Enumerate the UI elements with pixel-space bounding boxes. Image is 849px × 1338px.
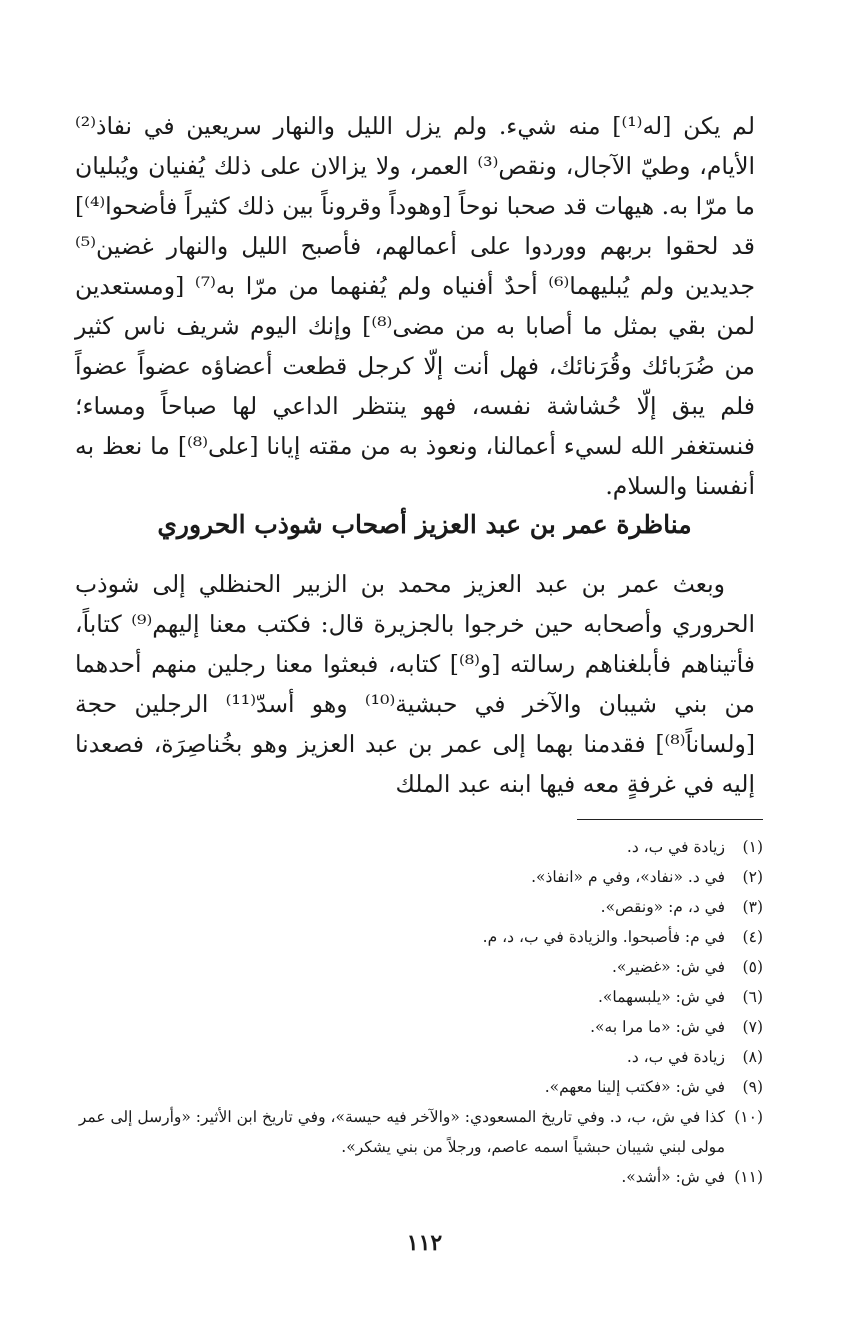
footnote-text: في ش: «غضير». [612, 958, 725, 976]
footnote [73, 1102, 763, 1162]
footnote [73, 1012, 763, 1042]
footnote-text: زيادة في ب، د. [626, 838, 725, 856]
footnote [73, 952, 763, 982]
footnote-number: (١) [742, 838, 763, 856]
footnote-number: (٨) [742, 1048, 763, 1066]
footnote-number: (٣) [742, 898, 763, 916]
first-section [75, 106, 755, 506]
footnote-text: في ش: «فكتب إلينا معهم». [544, 1078, 725, 1096]
footnote-number: (٧) [742, 1018, 763, 1036]
footnote-number: (٥) [742, 958, 763, 976]
footnote [73, 1162, 763, 1192]
footnote [73, 1072, 763, 1102]
second-section [75, 564, 755, 804]
section-heading: مناظرة عمر بن عبد العزيز أصحاب شوذب الحروري [157, 510, 692, 539]
footnote-number: (٦) [742, 988, 763, 1006]
footnote-number: (١٠) [734, 1108, 763, 1126]
footnote-number: (٩) [742, 1078, 763, 1096]
footnote-divider [577, 819, 763, 820]
footnote-text: في ش: «أشد». [621, 1168, 725, 1186]
footnote [73, 922, 763, 952]
footnote-number: (٤) [742, 928, 763, 946]
body-paragraph: لم يكن [له⁽¹⁾] منه شيء. ولم يزل الليل والنهار سريعين في نفاذ⁽²⁾ الأيام، وطيّ الآجال، ونقص⁽³⁾ العمر، ولا يزالان على ذلك يُفنيان ويُبليان ما مرّا به. هيهات قد صحبا نوحاً [وهوداً وقروناً بين ذلك كثيراً فأضحوا⁽⁴⁾] قد لحقوا بربهم ووردوا على أعمالهم، فأصبح الليل والنهار غضين⁽⁵⁾ جديدين ولم يُبليهما⁽⁶⁾ أحدٌ أفنياه ولم يُفنهما من مرّا به⁽⁷⁾ [ومستعدين لمن بقي بمثل ما أصابا به من مضى⁽⁸⁾] وإنك اليوم شريف ناس كثير من ضُرَبائك وقُرَنائك، فهل أنت إلّا كرجل قطعت أعضاؤه عضواً عضواً فلم يبق إلّا حُشاشة نفسه، فهو ينتظر الداعي لها صباحاً ومساء؛ فنستغفر الله لسيء أعمالنا، ونعوذ به من مقته إيانا [على⁽⁸⁾] ما نعظ به أنفسنا والسلام. [75, 112, 756, 500]
footnote [73, 862, 763, 892]
footnote [73, 982, 763, 1012]
footnote-text: زيادة في ب، د. [626, 1048, 725, 1066]
footnote [73, 892, 763, 922]
footnote-text: في م: فأصبحوا. والزيادة في ب، د، م. [482, 928, 725, 946]
footnote-text: في د، م: «ونقص». [600, 898, 725, 916]
footnotes [73, 832, 763, 1192]
footnote-text: كذا في ش، ب، د. وفي تاريخ المسعودي: «والآخر فيه حيسة»، وفي تاريخ ابن الأثير: «وأرسل إلى عمر مولى لبني شيبان حبشياً اسمه عاصم، ورجلاً من بني يشكر». [78, 1108, 725, 1156]
footnote-text: في ش: «يلبسهما». [598, 988, 725, 1006]
page-number: ١١٢ [406, 1230, 443, 1256]
footnote-text: في د. «نفاد»، وفي م «انفاذ». [531, 868, 725, 886]
body-paragraph: وبعث عمر بن عبد العزيز محمد بن الزبير الحنظلي إلى شوذب الحروري وأصحابه حين خرجوا بالجزيرة قال: فكتب معنا إليهم⁽⁹⁾ كتاباً، فأتيناهم فأبلغناهم رسالته [و⁽⁸⁾] كتابه، فبعثوا معنا رجلين منهم أحدهما من بني شيبان والآخر في حبشية⁽¹⁰⁾ وهو أسدّ⁽¹¹⁾ الرجلين حجة [ولساناً⁽⁸⁾] فقدمنا بهما إلى عمر بن عبد العزيز وهو بخُناصِرَة، فصعدنا إليه في غرفةٍ معه فيها ابنه عبد الملك [75, 570, 756, 798]
footnote-number: (٢) [742, 868, 763, 886]
footnote-number: (١١) [734, 1168, 763, 1186]
footnote [73, 1042, 763, 1072]
footnote-text: في ش: «ما مرا به». [590, 1018, 725, 1036]
footnote [73, 832, 763, 862]
